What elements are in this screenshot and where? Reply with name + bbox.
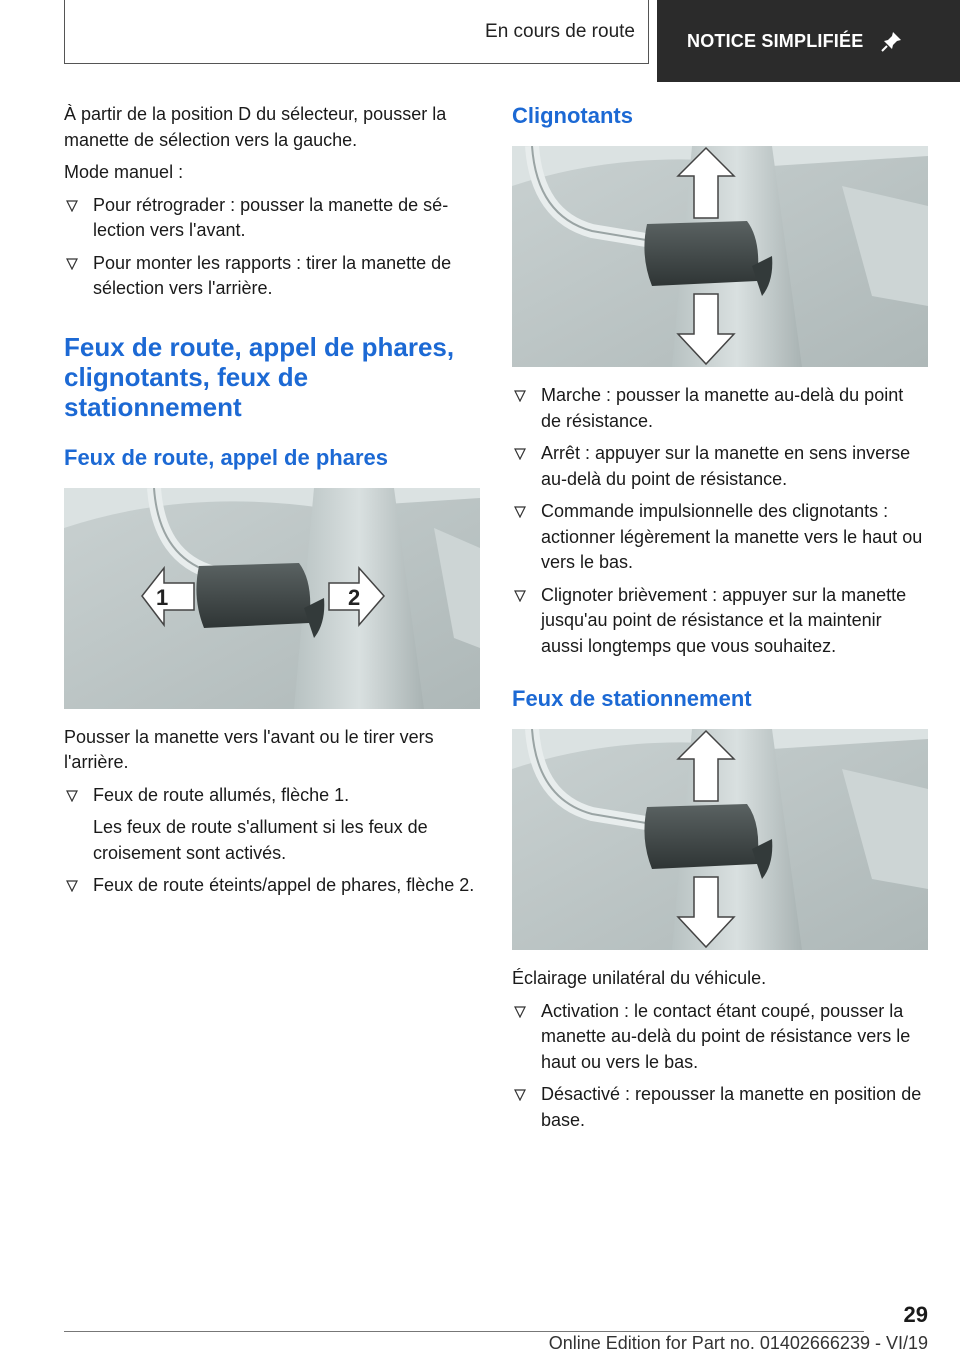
triangle-bullet-icon xyxy=(514,1089,526,1101)
high-beam-list xyxy=(64,783,480,899)
triangle-bullet-icon xyxy=(66,880,78,892)
triangle-bullet-icon xyxy=(514,506,526,518)
list-item xyxy=(512,1082,928,1133)
list-item xyxy=(512,583,928,660)
list-item xyxy=(64,251,480,302)
triangle-bullet-icon xyxy=(514,448,526,460)
main-heading: Feux de route, appel de phares, clignotants, feux de stationnement xyxy=(64,331,455,422)
list-item-text: Pour monter les rapports : tirer la manette de sélection vers l'arrière. xyxy=(93,252,452,298)
parking-caption: Éclairage unilatéral du véhicule. xyxy=(512,968,767,988)
list-item-text: Feux de route allumés, flèche 1. xyxy=(93,784,350,805)
right-column xyxy=(512,102,928,1140)
triangle-bullet-icon xyxy=(514,1006,526,1018)
left-column xyxy=(64,102,480,906)
parking-list xyxy=(512,999,928,1134)
parking-figure xyxy=(512,729,928,950)
triangle-bullet-icon xyxy=(66,258,78,270)
high-beam-heading: Feux de route, appel de phares xyxy=(64,444,388,470)
triangle-bullet-icon xyxy=(66,200,78,212)
header-tab[interactable] xyxy=(657,0,960,82)
manual-mode-list xyxy=(64,193,480,302)
list-item-subtext: Les feux de route s'allument si les feux de croisement sont activés. xyxy=(93,817,428,863)
list-item xyxy=(512,383,928,434)
list-item-text: Feux de route éteints/appel de phares, flèche 2. xyxy=(93,875,475,895)
intro-text: À partir de la position D du sélecteur, pousser la manette de sélection vers la gauche. xyxy=(64,104,447,150)
header-tab-label: NOTICE SIMPLIFIÉE xyxy=(687,30,864,51)
blinkers-list xyxy=(512,383,928,659)
parking-heading: Feux de stationnement xyxy=(512,686,752,711)
header-section-title: En cours de route xyxy=(485,21,635,42)
list-item xyxy=(512,499,928,576)
list-item-text: Arrêt : appuyer sur la manette en sens inverse au-delà du point de résistance. xyxy=(541,443,911,489)
page-number: 29 xyxy=(903,1302,928,1327)
arrow-label-2: 2 xyxy=(348,584,361,610)
list-item xyxy=(64,873,480,899)
list-item-text: Commande impulsionnelle des clignotants : actionner légèrement la manette vers le haut ou vers le bas. xyxy=(541,501,923,572)
arrow-label-1: 1 xyxy=(156,584,169,610)
list-item xyxy=(64,783,480,867)
triangle-bullet-icon xyxy=(514,390,526,402)
triangle-bullet-icon xyxy=(514,590,526,602)
list-item-text: Activation : le contact étant coupé, pousser la manette au-delà du point de résistance vers le haut ou vers le bas. xyxy=(541,1000,911,1072)
list-item-text: Pour rétrograder : pousser la manette de sélection vers l'avant. xyxy=(93,194,449,240)
blinkers-heading: Clignotants xyxy=(512,103,633,128)
high-beam-caption: Pousser la manette vers l'avant ou le tirer vers l'arrière. xyxy=(64,726,434,772)
pin-icon xyxy=(881,30,903,52)
manual-mode-label: Mode manuel : xyxy=(64,162,184,182)
footer-edition: Online Edition for Part no. 01402666239 - VI/19 xyxy=(548,1333,928,1353)
list-item xyxy=(512,999,928,1076)
footer-divider xyxy=(64,1331,864,1332)
list-item-text: Désactivé : repousser la manette en position de base. xyxy=(541,1084,922,1130)
list-item xyxy=(512,441,928,492)
list-item-text: Marche : pousser la manette au-delà du point de résistance. xyxy=(541,385,904,431)
list-item xyxy=(64,193,480,244)
triangle-bullet-icon xyxy=(66,790,78,802)
high-beam-figure xyxy=(64,488,480,709)
blinkers-figure xyxy=(512,146,928,367)
list-item-text: Clignoter brièvement : appuyer sur la manette jusqu'au point de résistance et la maintenir aussi longtemps que vous souhaitez. xyxy=(541,584,907,656)
